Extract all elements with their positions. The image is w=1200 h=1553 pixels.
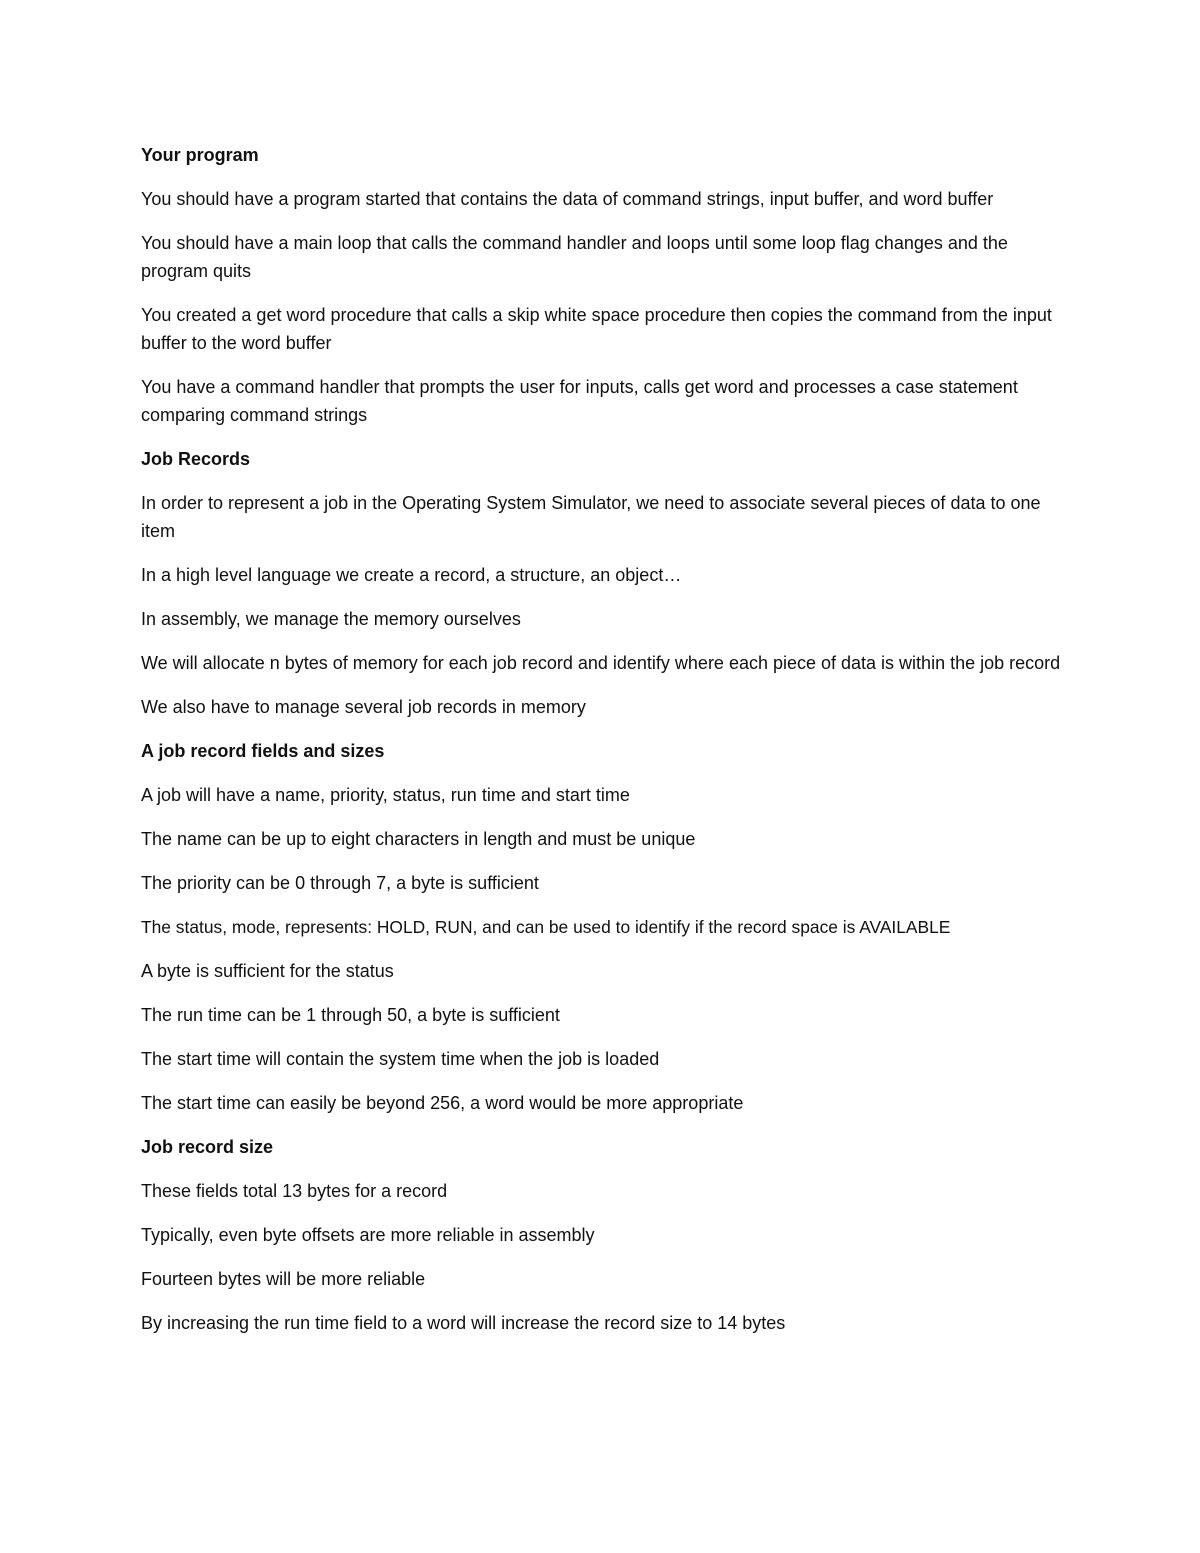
paragraph: We also have to manage several job records in memory	[141, 697, 586, 717]
paragraph: In order to represent a job in the Operating System Simulator, we need to associate several pieces of data to one item	[141, 493, 1041, 541]
paragraph: The start time can easily be beyond 256, a word would be more appropriate	[141, 1093, 744, 1113]
paragraph: The status, mode, represents: HOLD, RUN, and can be used to identify if the record space is AVAILABLE	[141, 917, 951, 937]
paragraph: Fourteen bytes will be more reliable	[141, 1269, 426, 1289]
paragraph: You should have a program started that contains the data of command strings, input buffer, and word buffer	[141, 189, 994, 209]
paragraph: You created a get word procedure that calls a skip white space procedure then copies the command from the input buffer to the word buffer	[141, 305, 1052, 353]
paragraph: The run time can be 1 through 50, a byte is sufficient	[141, 1005, 560, 1025]
paragraph: These fields total 13 bytes for a record	[141, 1181, 448, 1201]
paragraph: The start time will contain the system time when the job is loaded	[141, 1049, 660, 1069]
section-heading-job-record-fields: A job record fields and sizes	[141, 741, 385, 761]
paragraph: You have a command handler that prompts the user for inputs, calls get word and processes a case statement comparing command strings	[141, 377, 1018, 425]
paragraph: Typically, even byte offsets are more reliable in assembly	[141, 1225, 595, 1245]
paragraph: By increasing the run time field to a word will increase the record size to 14 bytes	[141, 1313, 786, 1333]
document-body	[141, 141, 1071, 1353]
paragraph: The priority can be 0 through 7, a byte is sufficient	[141, 873, 539, 893]
paragraph: The name can be up to eight characters in length and must be unique	[141, 829, 696, 849]
section-heading-job-records: Job Records	[141, 449, 251, 469]
paragraph: You should have a main loop that calls the command handler and loops until some loop flag changes and the program quits	[141, 233, 1008, 281]
paragraph: A byte is sufficient for the status	[141, 961, 394, 981]
paragraph: We will allocate n bytes of memory for each job record and identify where each piece of data is within the job record	[141, 653, 1061, 673]
paragraph: In a high level language we create a record, a structure, an object…	[141, 565, 682, 585]
section-heading-your-program: Your program	[141, 145, 259, 165]
paragraph: In assembly, we manage the memory ourselves	[141, 609, 521, 629]
section-heading-job-record-size: Job record size	[141, 1137, 274, 1157]
paragraph: A job will have a name, priority, status, run time and start time	[141, 785, 630, 805]
